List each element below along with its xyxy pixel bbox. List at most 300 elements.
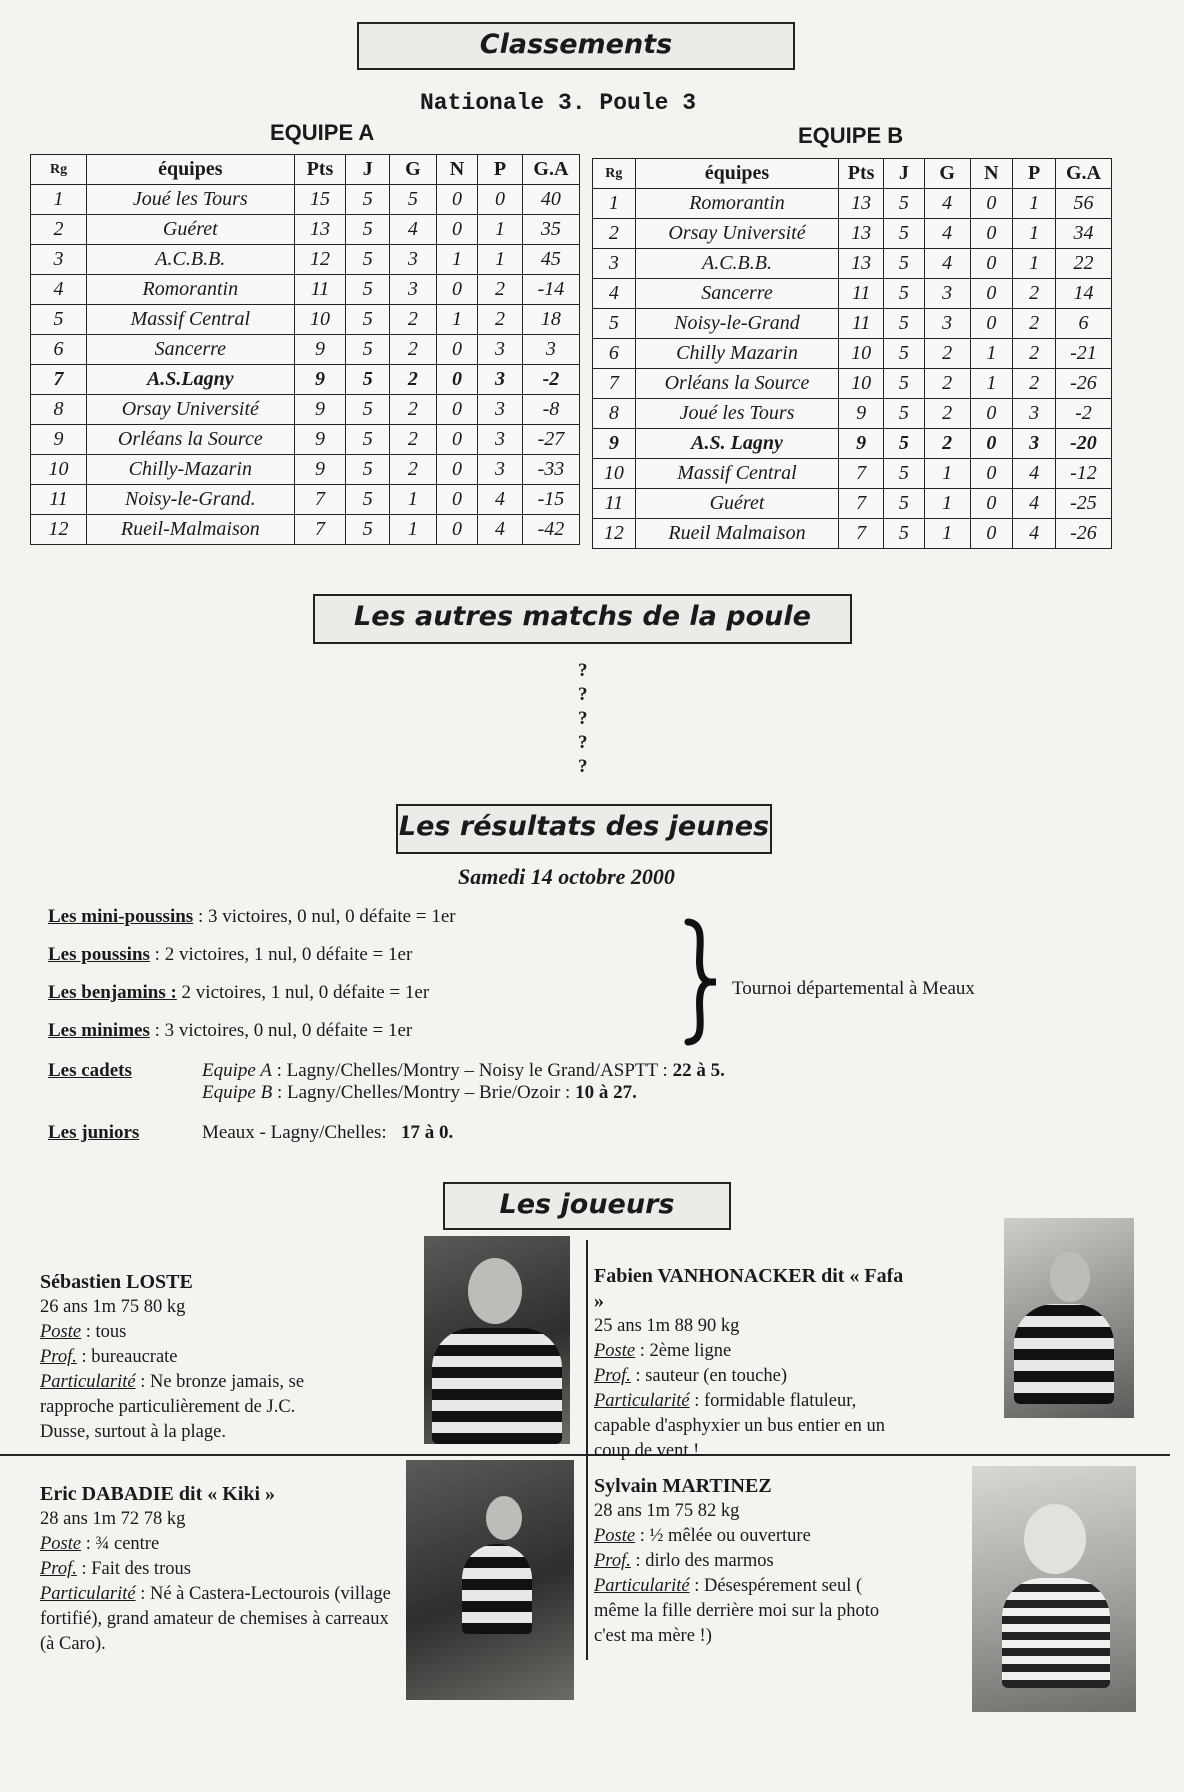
cell-j: 5 [884,519,925,549]
cell-n: 0 [436,515,478,545]
player-part [40,1370,340,1445]
header-row [593,159,1112,189]
player-photo [972,1466,1136,1712]
cell-n: 1 [436,305,478,335]
resultats-jeunes-banner: Les résultats des jeunes [396,804,772,854]
divider-horizontal [0,1454,1170,1456]
val: : dirlo des marmos [630,1551,774,1571]
cell-team: Joué les Tours [635,399,839,429]
player-photo [424,1236,570,1444]
cell-pts: 13 [294,215,346,245]
cell-ga: 22 [1055,249,1111,279]
player-name: Sébastien LOSTE [40,1271,193,1293]
table-row [593,249,1112,279]
cell-pts: 9 [294,335,346,365]
col-p: P [478,155,523,185]
col-n: N [436,155,478,185]
cell-g: 1 [924,519,970,549]
col-j: J [346,155,390,185]
question-mark: ? [578,756,588,777]
value: 2 victoires, 1 nul, 0 défaite = 1er [176,982,430,1003]
cell-g: 3 [924,279,970,309]
cell-rg: 7 [593,369,636,399]
cell-rg: 4 [593,279,636,309]
cell-j: 5 [346,455,390,485]
cell-ga: -42 [522,515,579,545]
cell-j: 5 [346,365,390,395]
cell-p: 2 [1013,339,1056,369]
cell-team: Rueil-Malmaison [87,515,295,545]
col-equipes: équipes [635,159,839,189]
cell-pts: 10 [839,369,884,399]
cell-p: 4 [1013,519,1056,549]
table-row [593,369,1112,399]
cell-pts: 7 [294,485,346,515]
cell-team: Sancerre [87,335,295,365]
table-row [593,309,1112,339]
cell-rg: 7 [31,365,87,395]
value: : 3 victoires, 0 nul, 0 défaite = 1er [193,906,456,927]
table-row [593,219,1112,249]
cell-ga: 56 [1055,189,1111,219]
table-row [31,275,580,305]
cell-team: Chilly Mazarin [635,339,839,369]
cell-team: Guéret [635,489,839,519]
divider-vertical [586,1240,588,1660]
cell-n: 1 [436,245,478,275]
cell-n: 1 [970,369,1013,399]
cell-j: 5 [346,425,390,455]
cell-p: 2 [478,305,523,335]
cadets-line-b [202,1082,637,1104]
value: : 2 victoires, 1 nul, 0 défaite = 1er [149,944,413,965]
cell-g: 3 [924,309,970,339]
cell-g: 3 [390,275,437,305]
table-row [31,455,580,485]
key: Prof. [594,1366,631,1386]
cell-pts: 10 [294,305,346,335]
player-name: Eric DABADIE dit « Kiki » [40,1483,276,1505]
cell-g: 2 [924,429,970,459]
cell-pts: 15 [294,185,346,215]
cell-p: 1 [1013,249,1056,279]
cell-team: A.S. Lagny [635,429,839,459]
cell-rg: 3 [593,249,636,279]
cell-j: 5 [346,485,390,515]
cell-g: 1 [924,489,970,519]
player-card-vanhonacker [594,1264,904,1464]
cell-rg: 6 [593,339,636,369]
minimes-line [48,1020,412,1042]
juniors-line [48,1122,454,1144]
tournoi-note: Tournoi départemental à Meaux [732,978,975,999]
cell-g: 1 [390,515,437,545]
cell-rg: 1 [593,189,636,219]
table-row [31,245,580,275]
cell-p: 4 [1013,459,1056,489]
cell-g: 2 [924,339,970,369]
player-poste [40,1320,340,1345]
player-prof [594,1549,894,1574]
cell-g: 5 [390,185,437,215]
col-ga: G.A [1055,159,1111,189]
cell-j: 5 [884,189,925,219]
cell-g: 2 [924,399,970,429]
cell-team: Noisy-le-Grand [635,309,839,339]
cell-team: Romorantin [635,189,839,219]
cell-p: 2 [1013,309,1056,339]
col-j: J [884,159,925,189]
match: : Lagny/Chelles/Montry – Noisy le Grand/ASPTT : [271,1060,668,1081]
cell-rg: 6 [31,335,87,365]
key: Poste [594,1526,636,1546]
cell-p: 3 [478,395,523,425]
player-part [40,1582,400,1657]
cell-n: 0 [970,489,1013,519]
table-row [31,425,580,455]
table-row [593,519,1112,549]
cell-g: 2 [390,305,437,335]
juniors-text [202,1122,453,1144]
val: : sauteur (en touche) [630,1366,788,1386]
cell-g: 4 [390,215,437,245]
value: : 3 victoires, 0 nul, 0 défaite = 1er [149,1020,413,1041]
cell-p: 2 [478,275,523,305]
cell-rg: 11 [593,489,636,519]
table-row [593,339,1112,369]
cell-team: Rueil Malmaison [635,519,839,549]
cell-ga: -26 [1055,369,1111,399]
cell-p: 3 [1013,399,1056,429]
subtitle: Nationale 3. Poule 3 [420,90,697,116]
cell-ga: -21 [1055,339,1111,369]
cell-ga: 34 [1055,219,1111,249]
cell-j: 5 [884,249,925,279]
cell-p: 3 [478,365,523,395]
cell-pts: 13 [839,249,884,279]
cell-n: 1 [970,339,1013,369]
question-mark: ? [578,732,588,753]
question-mark: ? [578,684,588,705]
cell-n: 0 [970,219,1013,249]
cell-ga: -14 [522,275,579,305]
cell-n: 0 [436,215,478,245]
cell-j: 5 [346,395,390,425]
table-row [593,429,1112,459]
cell-team: Massif Central [87,305,295,335]
player-card-martinez [594,1474,894,1649]
cell-p: 3 [478,335,523,365]
cell-p: 4 [478,515,523,545]
cell-team: Orléans la Source [635,369,839,399]
table-row [31,485,580,515]
standings-table-b [592,158,1112,549]
jeunes-date: Samedi 14 octobre 2000 [458,864,675,889]
cell-pts: 13 [839,189,884,219]
cell-j: 5 [346,305,390,335]
cell-rg: 9 [31,425,87,455]
cell-n: 0 [436,395,478,425]
cell-n: 0 [970,249,1013,279]
label: Les cadets [48,1060,132,1081]
cell-ga: -33 [522,455,579,485]
cell-p: 1 [1013,189,1056,219]
question-mark: ? [578,660,588,681]
label: Les poussins [48,944,150,965]
label: Les juniors [48,1122,140,1143]
cell-team: Romorantin [87,275,295,305]
cell-rg: 11 [31,485,87,515]
question-mark: ? [578,708,588,729]
cell-team: Noisy-le-Grand. [87,485,295,515]
cell-n: 0 [436,455,478,485]
val: : tous [81,1322,127,1342]
cell-j: 5 [346,275,390,305]
player-part [594,1574,894,1649]
cell-pts: 12 [294,245,346,275]
cell-j: 5 [346,245,390,275]
cell-pts: 13 [839,219,884,249]
cell-n: 0 [970,309,1013,339]
header-row [31,155,580,185]
cell-n: 0 [436,425,478,455]
key: Particularité [40,1584,136,1604]
cell-p: 1 [1013,219,1056,249]
table-row [593,189,1112,219]
cell-j: 5 [346,185,390,215]
cell-j: 5 [884,279,925,309]
cell-pts: 9 [839,399,884,429]
equipe-b-title: EQUIPE B [798,123,904,148]
cell-pts: 7 [839,489,884,519]
standings-table-a [30,154,580,545]
player-photo [406,1460,574,1700]
player-card-dabadie [40,1482,400,1657]
player-name: Fabien VANHONACKER dit « Fafa » [594,1265,904,1312]
table-row [593,489,1112,519]
cell-rg: 4 [31,275,87,305]
cell-j: 5 [884,399,925,429]
cell-p: 3 [1013,429,1056,459]
val: : ¾ centre [81,1534,160,1554]
col-rg: Rg [31,155,87,185]
cell-j: 5 [884,219,925,249]
cell-p: 3 [478,455,523,485]
col-p: P [1013,159,1056,189]
col-pts: Pts [839,159,884,189]
cell-rg: 3 [31,245,87,275]
player-poste [40,1532,400,1557]
cell-p: 2 [1013,279,1056,309]
table-row [31,305,580,335]
cell-p: 3 [478,425,523,455]
player-card-loste [40,1270,340,1445]
cell-ga: 45 [522,245,579,275]
val: : Fait des trous [76,1559,191,1579]
val: : formidable flatuleur, capable d'asphyxier un bus entier en un coup de vent ! [594,1391,886,1461]
col-rg: Rg [593,159,636,189]
team: Equipe B [202,1082,273,1103]
cell-ga: -20 [1055,429,1111,459]
cell-n: 0 [970,399,1013,429]
cell-rg: 8 [593,399,636,429]
col-pts: Pts [294,155,346,185]
brace-icon [680,918,720,1046]
cell-ga: -2 [1055,399,1111,429]
cell-p: 1 [478,215,523,245]
cell-pts: 9 [294,395,346,425]
table-row [31,215,580,245]
cell-rg: 8 [31,395,87,425]
cell-rg: 2 [593,219,636,249]
cell-p: 4 [1013,489,1056,519]
col-equipes: équipes [87,155,295,185]
cell-p: 0 [478,185,523,215]
col-n: N [970,159,1013,189]
cell-rg: 10 [593,459,636,489]
cell-pts: 9 [839,429,884,459]
table-row [593,459,1112,489]
cell-team: A.C.B.B. [87,245,295,275]
cell-ga: 6 [1055,309,1111,339]
cell-ga: -15 [522,485,579,515]
key: Particularité [594,1576,690,1596]
cell-g: 3 [390,245,437,275]
table-row [31,515,580,545]
cell-ga: 14 [1055,279,1111,309]
cadets-a-text [202,1060,902,1082]
cell-pts: 9 [294,365,346,395]
cell-team: Orsay Université [635,219,839,249]
cell-g: 1 [390,485,437,515]
player-stats: 28 ans 1m 72 78 kg [40,1509,186,1529]
player-stats: 25 ans 1m 88 90 kg [594,1316,740,1336]
cell-n: 0 [970,279,1013,309]
table-row [31,335,580,365]
col-ga: G.A [522,155,579,185]
val: : ½ mêlée ou ouverture [635,1526,811,1546]
player-stats: 28 ans 1m 75 82 kg [594,1501,740,1521]
player-name: Sylvain MARTINEZ [594,1475,772,1497]
cell-n: 0 [436,185,478,215]
cell-pts: 11 [294,275,346,305]
cell-pts: 10 [839,339,884,369]
cell-rg: 12 [31,515,87,545]
cell-p: 4 [478,485,523,515]
cell-n: 0 [436,485,478,515]
key: Poste [40,1322,82,1342]
label: Les minimes [48,1020,150,1041]
cell-j: 5 [884,309,925,339]
cell-team: Orsay Université [87,395,295,425]
key: Prof. [40,1559,77,1579]
val: : Désespérement seul ( même la fille derrière moi sur la photo c'est ma mère !) [594,1576,880,1646]
equipe-a-title: EQUIPE A [270,120,375,145]
cell-j: 5 [884,489,925,519]
cell-ga: -2 [522,365,579,395]
player-stats: 26 ans 1m 75 80 kg [40,1297,186,1317]
cell-g: 2 [390,335,437,365]
label: Les benjamins : [48,982,177,1003]
player-photo [1004,1218,1134,1418]
cell-ga: -8 [522,395,579,425]
poussins-line [48,944,412,966]
cell-ga: -26 [1055,519,1111,549]
cell-p: 2 [1013,369,1056,399]
joueurs-banner: Les joueurs [443,1182,731,1230]
cell-g: 4 [924,249,970,279]
cell-ga: 3 [522,335,579,365]
cell-rg: 1 [31,185,87,215]
cell-team: Joué les Tours [87,185,295,215]
autres-matchs-banner: Les autres matchs de la poule [313,594,852,644]
key: Prof. [594,1551,631,1571]
score: 22 à 5. [672,1060,725,1081]
score: 10 à 27. [575,1082,637,1103]
cell-team: Sancerre [635,279,839,309]
val: : bureaucrate [76,1347,178,1367]
val: : Ne bronze jamais, se rapproche particulièrement de J.C. Dusse, surtout à la plage. [40,1372,305,1442]
val: : 2ème ligne [635,1341,732,1361]
col-g: G [390,155,437,185]
cell-n: 0 [436,275,478,305]
col-g: G [924,159,970,189]
cell-team: A.S.Lagny [87,365,295,395]
table-row [593,279,1112,309]
cell-team: Massif Central [635,459,839,489]
cell-ga: -12 [1055,459,1111,489]
val: : Né à Castera-Lectourois (village fortifié), grand amateur de chemises à carreaux (à Caro). [40,1584,391,1654]
cell-pts: 7 [839,519,884,549]
classements-banner: Classements [357,22,795,70]
team: Equipe A [202,1060,272,1081]
cell-g: 4 [924,219,970,249]
cell-ga: 40 [522,185,579,215]
cell-g: 1 [924,459,970,489]
table-row [593,399,1112,429]
cell-j: 5 [884,429,925,459]
key: Poste [40,1534,82,1554]
cell-rg: 9 [593,429,636,459]
score: 17 à 0. [400,1122,454,1143]
label: Les mini-poussins [48,906,194,927]
key: Particularité [594,1391,690,1411]
cell-team: Chilly-Mazarin [87,455,295,485]
cell-j: 5 [346,515,390,545]
cell-pts: 11 [839,279,884,309]
cell-ga: 35 [522,215,579,245]
cell-g: 2 [390,365,437,395]
cell-ga: 18 [522,305,579,335]
cell-n: 0 [970,519,1013,549]
cell-pts: 7 [294,515,346,545]
cell-team: Orléans la Source [87,425,295,455]
match: : Lagny/Chelles/Montry – Brie/Ozoir : [272,1082,571,1103]
cell-j: 5 [346,215,390,245]
table-row [31,365,580,395]
cell-rg: 12 [593,519,636,549]
cell-p: 1 [478,245,523,275]
cell-rg: 5 [31,305,87,335]
player-part [594,1389,904,1464]
match: Meaux - Lagny/Chelles: [202,1122,387,1143]
benjamins-line [48,982,429,1004]
key: Particularité [40,1372,136,1392]
cell-pts: 7 [839,459,884,489]
cell-j: 5 [346,335,390,365]
cell-g: 2 [390,395,437,425]
cell-j: 5 [884,369,925,399]
